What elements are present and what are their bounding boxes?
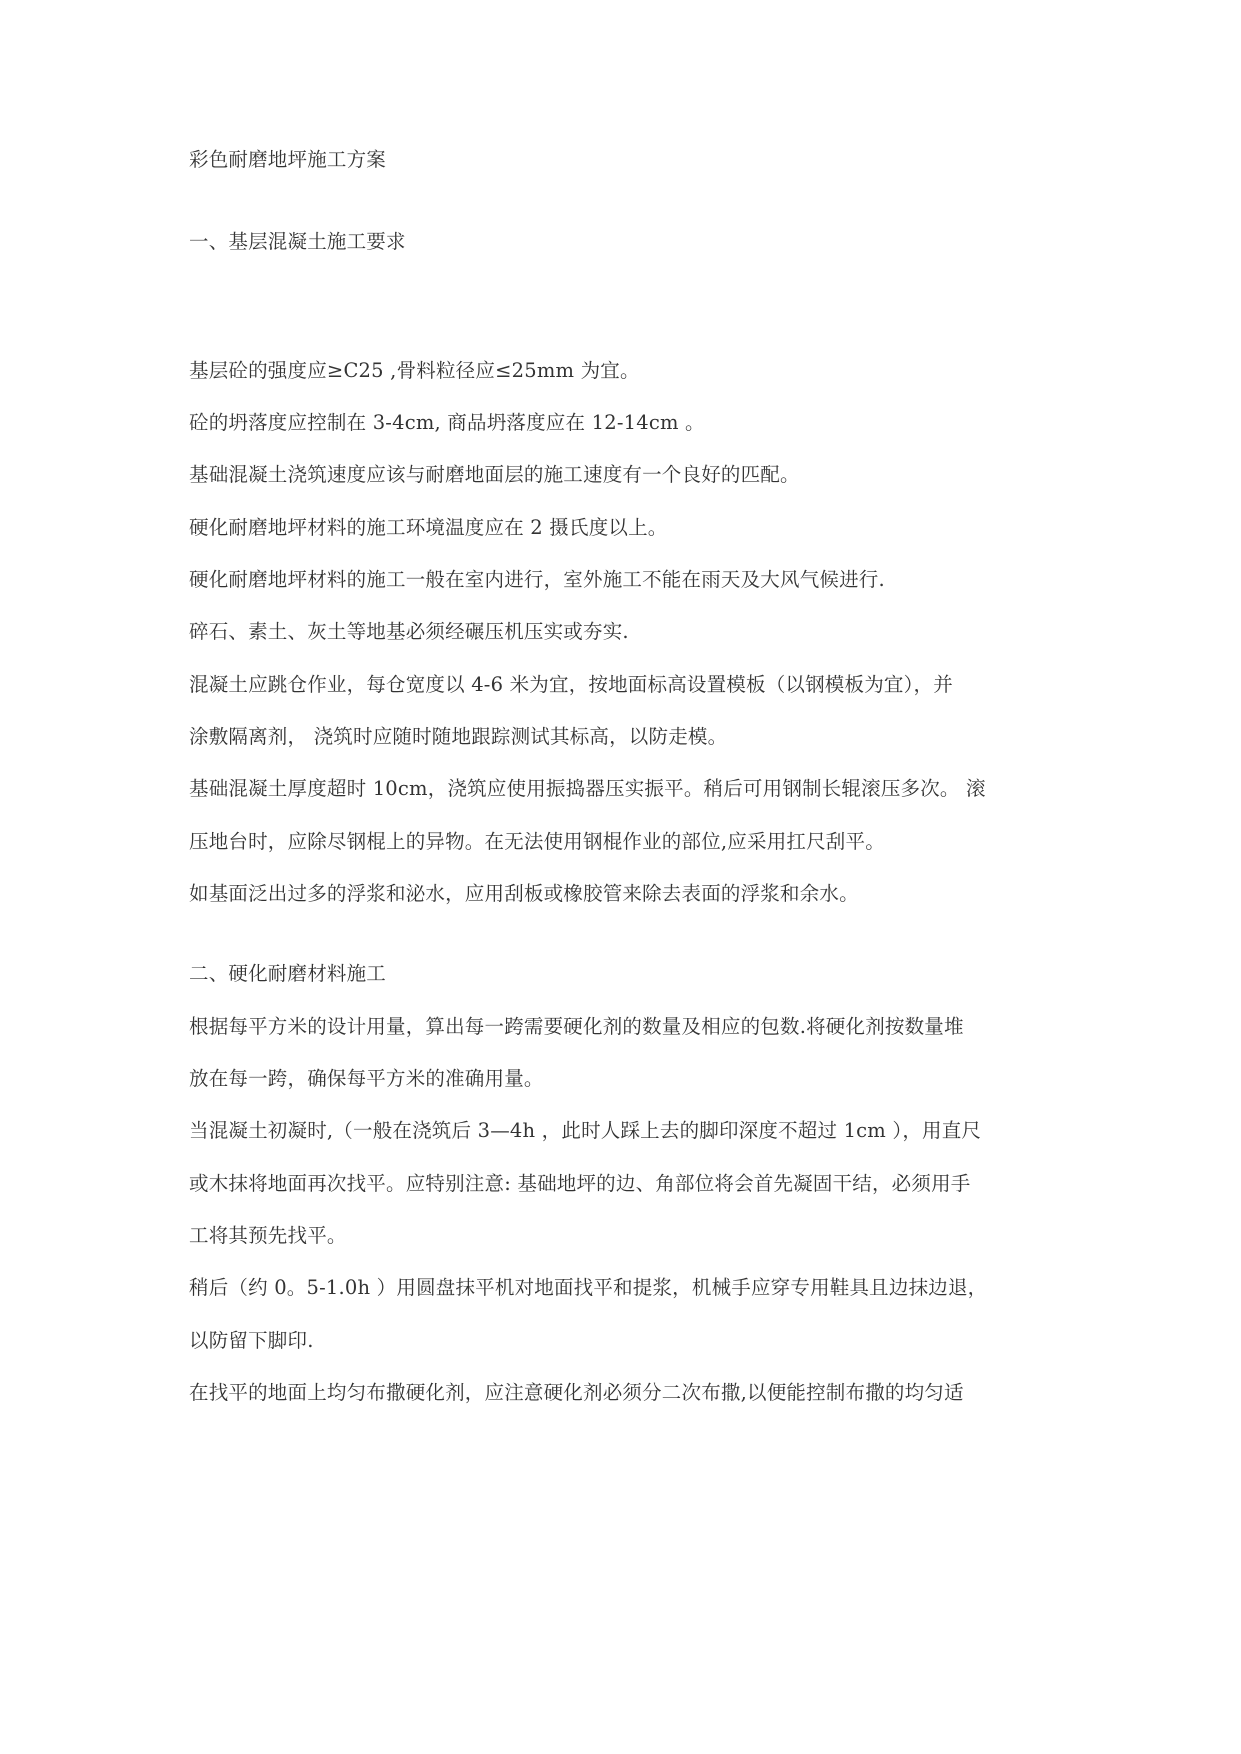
paragraph-line: 硬化耐磨地坪材料的施工环境温度应在 2 摄氏度以上。 xyxy=(189,516,668,539)
paragraph-line: 基础混凝土厚度超时 10cm，浇筑应使用振捣器压实振平。稍后可用钢制长辊滚压多次。 滚 xyxy=(189,777,986,800)
paragraph-line: 硬化耐磨地坪材料的施工一般在室内进行，室外施工不能在雨天及大风气候进行. xyxy=(189,568,885,591)
section-heading-2: 二、硬化耐磨材料施工 xyxy=(189,962,387,985)
paragraph-line: 放在每一跨，确保每平方米的准确用量。 xyxy=(189,1067,544,1090)
paragraph-line: 基层砼的强度应≥C25 ,骨料粒径应≤25mm 为宜。 xyxy=(189,359,640,382)
paragraph-line: 工将其预先找平。 xyxy=(189,1224,347,1247)
document-title: 彩色耐磨地坪施工方案 xyxy=(189,148,387,171)
paragraph-line: 根据每平方米的设计用量，算出每一跨需要硬化剂的数量及相应的包数.将硬化剂按数量堆 xyxy=(189,1015,964,1038)
section-heading-1: 一、基层混凝土施工要求 xyxy=(189,230,406,253)
paragraph-line: 砼的坍落度应控制在 3-4cm, 商品坍落度应在 12-14cm 。 xyxy=(189,411,705,434)
paragraph-line: 或木抹将地面再次找平。应特别注意: 基础地坪的边、角部位将会首先凝固干结，必须用手 xyxy=(189,1172,971,1195)
paragraph-line: 当混凝土初凝时,（一般在浇筑后 3—4h ，此时人踩上去的脚印深度不超过 1cm ），用直尺 xyxy=(189,1119,982,1142)
paragraph-line: 压地台时，应除尽钢棍上的异物。在无法使用钢棍作业的部位,应采用扛尺刮平。 xyxy=(189,830,885,853)
paragraph-line: 以防留下脚印. xyxy=(189,1329,314,1352)
paragraph-line: 在找平的地面上均匀布撒硬化剂，应注意硬化剂必须分二次布撒,以便能控制布撒的均匀适 xyxy=(189,1381,964,1404)
paragraph-line: 稍后（约 0。5-1.0h ）用圆盘抹平机对地面找平和提浆，机械手应穿专用鞋具且边抹边退， xyxy=(189,1276,988,1299)
paragraph-line: 混凝土应跳仓作业，每仓宽度以 4-6 米为宜，按地面标高设置模板（以钢模板为宜），并 xyxy=(189,673,953,696)
paragraph-line: 涂敷隔离剂， 浇筑时应随时随地跟踪测试其标高，以防走模。 xyxy=(189,725,728,748)
paragraph-line: 基础混凝土浇筑速度应该与耐磨地面层的施工速度有一个良好的匹配。 xyxy=(189,463,800,486)
paragraph-line: 碎石、素土、灰土等地基必须经碾压机压实或夯实. xyxy=(189,620,629,643)
paragraph-line: 如基面泛出过多的浮浆和泌水，应用刮板或橡胶管来除去表面的浮浆和余水。 xyxy=(189,882,859,905)
